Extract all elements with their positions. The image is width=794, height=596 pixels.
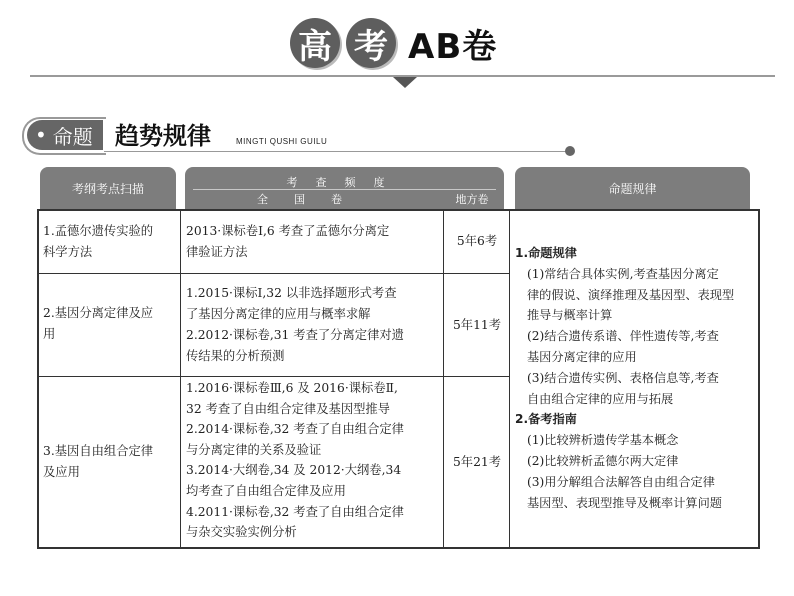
- content-table: [37, 209, 760, 549]
- row-3-detail-line: 2.2014·课标卷,32 考查了自由组合定律: [186, 422, 404, 437]
- title-circle-gao: 高: [290, 18, 340, 68]
- bullet-icon: •: [35, 123, 47, 147]
- rules-line: 基因型、表现型推导及概率计算问题: [527, 495, 722, 510]
- row-divider: [39, 273, 509, 274]
- section-tab-label: 命题: [52, 124, 93, 149]
- row-2-detail-line: 1.2015·课标Ⅰ,32 以非选择题形式考查: [186, 286, 397, 300]
- row-3-details: [186, 378, 446, 543]
- row-2-detail-line: 2.2012·课标卷,31 考查了分离定律对遗: [186, 328, 404, 342]
- rules-line: (1)常结合具体实例,考查基因分离定: [527, 266, 719, 281]
- section-divider: [104, 151, 570, 152]
- col-header-exam-points: 考纲考点扫描: [40, 167, 176, 209]
- row-2-topic-line: 2.基因分离定律及应: [43, 306, 154, 320]
- row-3-detail-line: 均考查了自由组合定律及应用: [186, 483, 346, 498]
- row-2-detail-line: 了基因分离定律的应用与概率求解: [186, 307, 371, 321]
- title-ab-juan: AB卷: [408, 26, 498, 67]
- col-header-rules: 命题规律: [515, 167, 750, 209]
- col-header-frequency-title: 考查频度: [286, 176, 403, 189]
- section-tab: [27, 120, 103, 150]
- col-divider: [509, 211, 510, 547]
- row-3-frequency: 5年21考: [452, 455, 502, 469]
- col-header-local: 地方卷: [455, 193, 489, 206]
- row-3-detail-line: 与杂交实验实例分析: [186, 525, 297, 540]
- title-circle-kao: 考: [346, 18, 396, 68]
- row-3-topic: [43, 441, 177, 483]
- col-header-frequency: [185, 167, 504, 209]
- row-1-topic-line: 科学方法: [43, 245, 93, 259]
- col-header-divider: [193, 189, 496, 190]
- row-2-details: [186, 283, 446, 367]
- rules-line: (2)比较辨析孟德尔两大定律: [527, 453, 679, 468]
- rules-heading-1: 1.命题规律: [515, 246, 577, 260]
- row-3-topic-line: 及应用: [43, 465, 80, 479]
- rules-line: 律的假说、演绎推理及基因型、表现型: [527, 287, 735, 302]
- rules-line: 推导与概率计算: [527, 308, 613, 323]
- row-divider: [39, 376, 509, 377]
- row-2-frequency: 5年11考: [452, 318, 502, 332]
- row-3-detail-line: 32 考查了自由组合定律及基因型推导: [186, 401, 391, 416]
- row-3-topic-line: 3.基因自由组合定律: [43, 444, 154, 458]
- rules-line: 基因分离定律的应用: [527, 349, 637, 364]
- rules-line: (3)结合遗传实例、表格信息等,考查: [527, 370, 719, 385]
- section-end-dot-icon: [565, 146, 575, 156]
- row-3-detail-line: 4.2011·课标卷,32 考查了自由组合定律: [186, 504, 404, 519]
- row-1-detail-line: 2013·课标卷Ⅰ,6 考查了孟德尔分离定: [186, 224, 390, 238]
- rules-content: [515, 243, 761, 513]
- section-subtitle: MINGTI QUSHI GUILU: [236, 137, 328, 146]
- row-2-topic: [43, 303, 177, 345]
- row-1-topic-line: 1.孟德尔遗传实验的: [43, 224, 154, 238]
- rules-line: (2)结合遗传系谱、伴性遗传等,考查: [527, 329, 719, 344]
- rules-line: (1)比较辨析遗传学基本概念: [527, 433, 679, 448]
- row-1-topic: [43, 221, 177, 263]
- col-header-national: 全国卷: [257, 193, 368, 206]
- row-1-details: [186, 221, 446, 263]
- col-divider: [180, 211, 181, 547]
- row-2-detail-line: 传结果的分析预测: [186, 349, 285, 363]
- page-title: [290, 18, 497, 68]
- header-arrow-icon: [393, 77, 417, 88]
- rules-heading-2: 2.备考指南: [515, 412, 577, 427]
- section-title: 趋势规律: [115, 122, 211, 150]
- rules-line: (3)用分解组合法解答自由组合定律: [527, 474, 715, 489]
- row-1-frequency: 5年6考: [456, 234, 498, 248]
- row-3-detail-line: 1.2016·课标卷Ⅲ,6 及 2016·课标卷Ⅱ,: [186, 381, 398, 395]
- row-1-detail-line: 律验证方法: [186, 245, 248, 259]
- row-3-detail-line: 3.2014·大纲卷,34 及 2012·大纲卷,34: [186, 463, 402, 478]
- row-3-detail-line: 与分离定律的关系及验证: [186, 442, 322, 457]
- row-2-topic-line: 用: [43, 327, 56, 341]
- rules-line: 自由组合定律的应用与拓展: [527, 391, 674, 406]
